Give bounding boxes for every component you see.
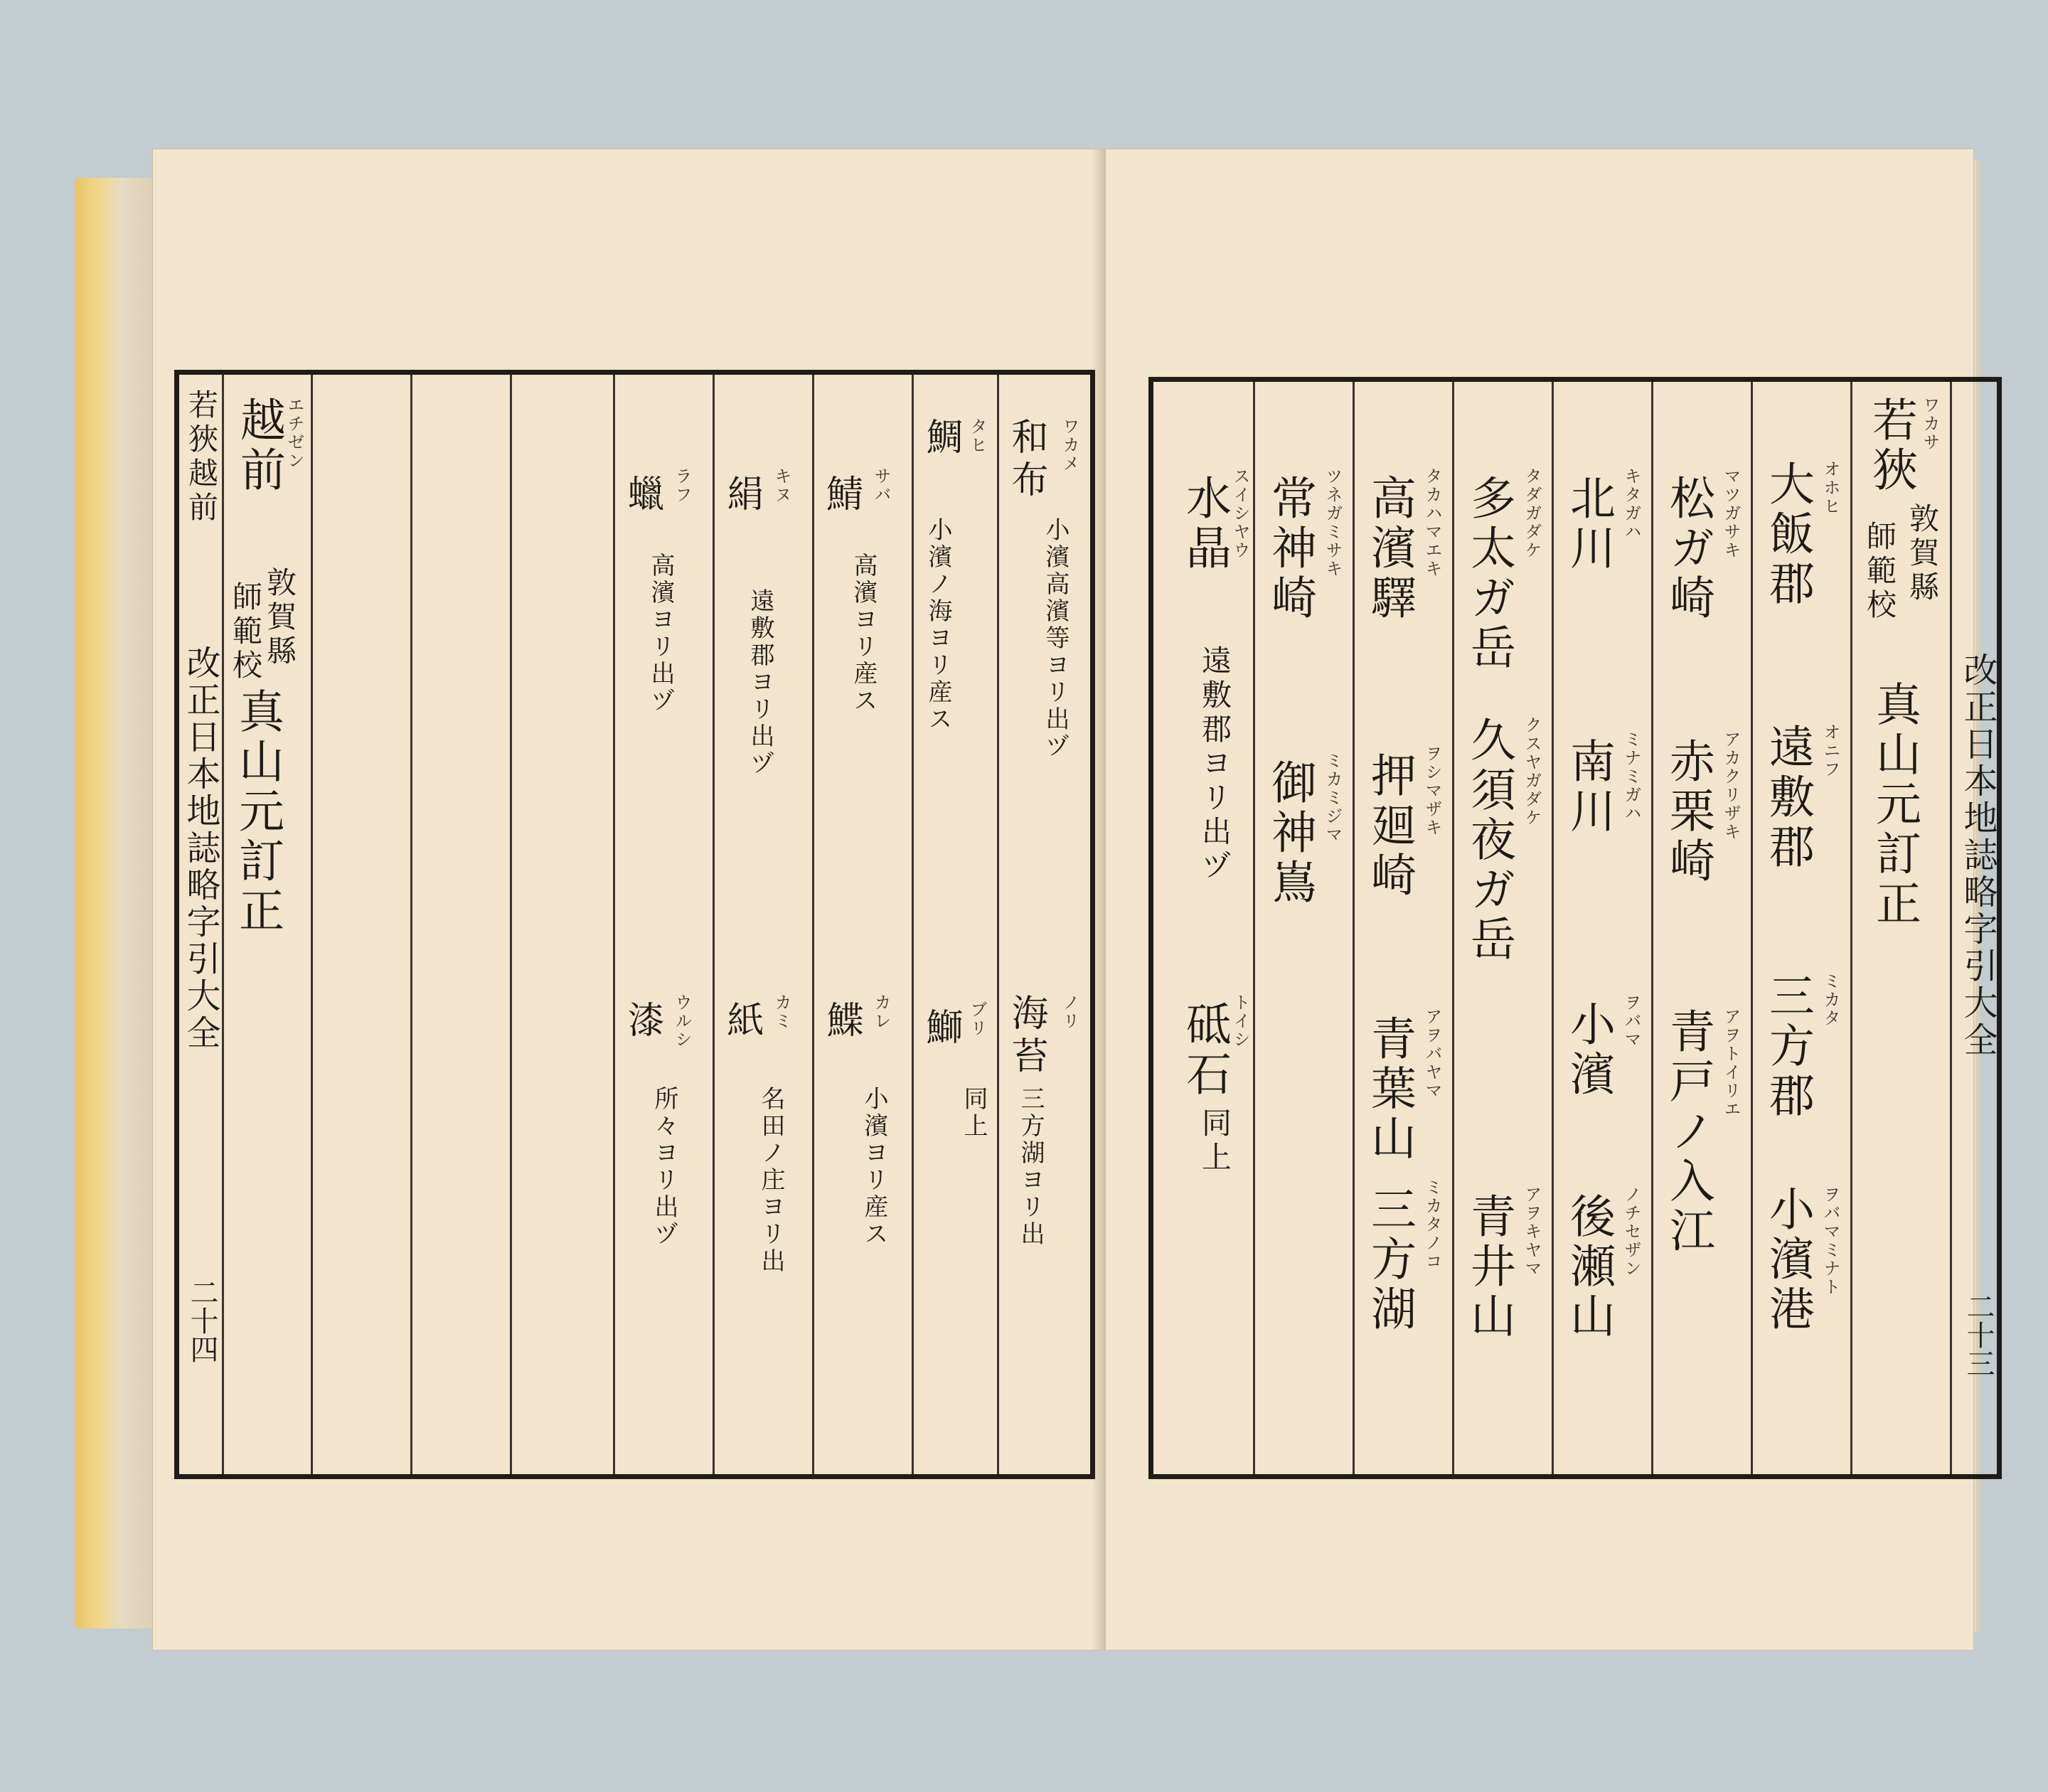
right-margin-title: 改正日本地誌略字引大全 xyxy=(1958,652,1998,1059)
place-reading: オニフ xyxy=(1820,723,1840,779)
place-name: 三方郡 xyxy=(1761,972,1814,1121)
right-author-line-1: 敦賀縣 xyxy=(1905,503,1940,605)
place-reading: クスヤガダケ xyxy=(1522,716,1542,827)
place-reading: ヲバマミナト xyxy=(1820,1185,1840,1296)
entry-note: 同上 xyxy=(1198,1107,1232,1175)
left-province-reading: エチゼン xyxy=(284,396,304,470)
entry-term: 鯛 xyxy=(919,417,962,460)
entry-note: 所々ヨリ出ヅ xyxy=(650,1086,678,1248)
right-author-line-2: 師範校 xyxy=(1862,521,1897,623)
entry-note: 高濱ヨリ出ヅ xyxy=(646,553,675,715)
open-book xyxy=(75,149,1998,1664)
place-name: 多太ガ岳 xyxy=(1463,474,1515,673)
entry-reading: ラフ xyxy=(672,467,692,504)
place-reading: ミカミジマ xyxy=(1323,752,1343,844)
place-reading: タダガダケ xyxy=(1522,467,1542,560)
entry-reading: ウルシ xyxy=(672,993,692,1049)
place-name: 常神崎 xyxy=(1264,474,1316,624)
place-reading: アカクリザキ xyxy=(1721,730,1741,841)
place-name: 青井山 xyxy=(1463,1193,1515,1342)
right-author-name: 真山元訂正 xyxy=(1868,681,1921,929)
entry-term: 鰈 xyxy=(820,1001,863,1043)
place-reading: スイシヤウ xyxy=(1230,467,1250,560)
place-name: 赤栗崎 xyxy=(1662,737,1714,887)
entry-note: 小濱ノ海ヨリ産ス xyxy=(924,517,952,733)
place-reading: アヲバヤマ xyxy=(1422,1008,1442,1100)
place-name: 青葉山 xyxy=(1363,1015,1416,1164)
place-name: 高濱驛 xyxy=(1363,474,1416,624)
place-reading: キタガハ xyxy=(1621,467,1641,541)
entry-reading: ノリ xyxy=(1060,993,1079,1030)
entry-term: 海苔 xyxy=(1005,993,1047,1079)
left-margin-section: 若狹越前 xyxy=(184,389,219,526)
place-name: 松ガ崎 xyxy=(1662,474,1714,624)
place-name: 水晶 xyxy=(1178,474,1231,574)
entry-reading: タヒ xyxy=(967,417,987,454)
entry-reading: カミ xyxy=(772,993,791,1030)
left-author-line-2: 師範校 xyxy=(228,581,263,683)
place-name: 南川 xyxy=(1562,737,1615,837)
place-reading: ツネガミサキ xyxy=(1323,467,1343,578)
left-margin-title: 改正日本地誌略字引大全 xyxy=(181,645,220,1052)
right-province-reading: ワカサ xyxy=(1920,396,1940,452)
entry-note: 名田ノ庄ヨリ出 xyxy=(757,1086,785,1275)
entry-term: 紙 xyxy=(720,1001,763,1043)
entry-term: 蠟 xyxy=(621,474,663,517)
right-page-frame xyxy=(1148,377,2002,1479)
entry-reading: ブリ xyxy=(967,1001,987,1038)
place-name: 青戸ノ入江 xyxy=(1662,1008,1714,1257)
place-name: 遠敷郡 xyxy=(1761,723,1814,873)
entry-term: 絹 xyxy=(720,474,763,517)
left-page xyxy=(153,149,1106,1650)
place-name: 小濱 xyxy=(1562,1001,1615,1100)
place-reading: マツガサキ xyxy=(1721,467,1741,560)
entry-note: 遠敷郡ヨリ出ヅ xyxy=(746,588,774,777)
place-reading: ミカタ xyxy=(1820,972,1840,1028)
place-reading: アヲトイリエ xyxy=(1721,1008,1741,1119)
entry-note: 小濱ヨリ産ス xyxy=(860,1086,888,1248)
left-page-frame xyxy=(174,370,1095,1479)
place-reading: ミカタノコ xyxy=(1422,1178,1442,1271)
left-author-name: 真山元訂正 xyxy=(231,688,284,937)
entry-term: 漆 xyxy=(621,1001,663,1043)
place-reading: トイシ xyxy=(1230,993,1250,1049)
place-name: 三方湖 xyxy=(1363,1185,1416,1335)
book-edge-left xyxy=(75,178,160,1628)
entry-reading: カレ xyxy=(871,993,891,1030)
place-name: 押廻崎 xyxy=(1363,752,1416,901)
place-name: 御神嶌 xyxy=(1264,759,1316,908)
right-folio: 二十三 xyxy=(1962,1292,1995,1377)
entry-reading: キヌ xyxy=(772,467,791,504)
right-province-heading: 若狹 xyxy=(1865,396,1917,496)
entry-term: 鰤 xyxy=(919,1008,962,1050)
entry-note: 高濱ヨリ産ス xyxy=(849,553,878,715)
entry-note: 三方湖ヨリ出 xyxy=(1016,1086,1045,1248)
left-author-line-1: 敦賀縣 xyxy=(262,567,297,669)
place-name: 久須夜ガ岳 xyxy=(1463,716,1515,965)
entry-term: 和布 xyxy=(1005,417,1047,503)
left-folio: 二十四 xyxy=(186,1278,218,1363)
place-name: 後瀬山 xyxy=(1562,1193,1615,1342)
place-name: 大飯郡 xyxy=(1761,460,1814,609)
place-reading: タカハマエキ xyxy=(1422,467,1442,578)
place-name: 小濱港 xyxy=(1761,1185,1814,1335)
entry-reading: ワカメ xyxy=(1060,417,1079,473)
entry-note: 同上 xyxy=(959,1086,988,1140)
entry-note: 遠敷郡ヨリ出ヅ xyxy=(1198,645,1232,884)
place-reading: オホヒ xyxy=(1820,460,1840,516)
place-reading: ノチセザン xyxy=(1621,1185,1641,1278)
place-name: 北川 xyxy=(1562,474,1615,574)
entry-term: 鯖 xyxy=(820,474,863,517)
place-reading: ヲバマ xyxy=(1621,993,1641,1049)
place-name: 砥石 xyxy=(1178,1001,1231,1100)
place-reading: ヲシマザキ xyxy=(1422,745,1442,837)
left-province-heading: 越前 xyxy=(233,396,285,496)
place-reading: アヲキヤマ xyxy=(1522,1185,1542,1278)
right-page xyxy=(1106,149,1998,1650)
place-reading: ミナミガハ xyxy=(1621,730,1641,823)
entry-reading: サバ xyxy=(871,467,891,504)
entry-note: 小濱高濱等ヨリ出ヅ xyxy=(1041,517,1070,760)
